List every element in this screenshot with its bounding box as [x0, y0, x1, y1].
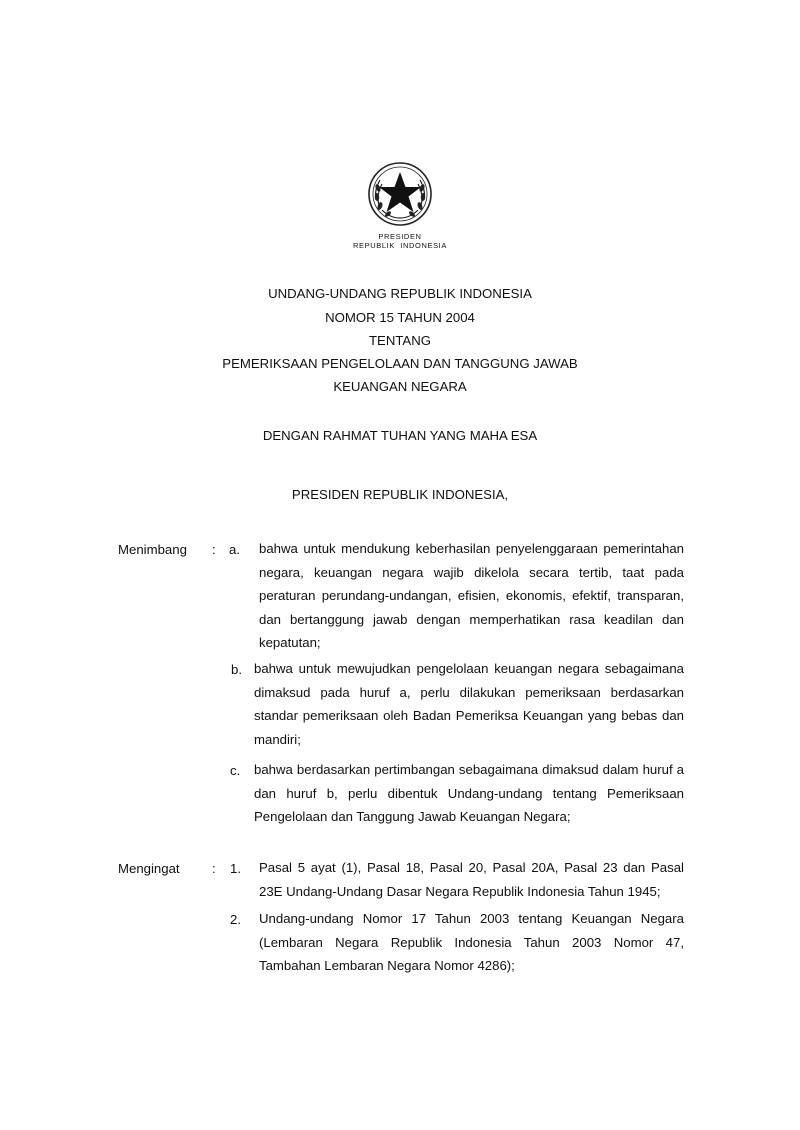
mengingat-marker-1: 1.: [230, 861, 241, 876]
mengingat-marker-2: 2.: [230, 912, 241, 927]
menimbang-item-c: bahwa berdasarkan pertimbangan sebagaimana dimaksud dalam huruf a dan huruf b, perlu dibentuk Undang-undang tentang Pemeriksaan Pengelolaan dan Tanggung Jawab Keuangan Negara;: [254, 762, 684, 824]
menimbang-label: Menimbang: [118, 542, 187, 557]
title-line-2: NOMOR 15 TAHUN 2004: [325, 310, 475, 325]
emblem-caption-line1: PRESIDEN: [378, 232, 422, 241]
menimbang-marker-c: c.: [230, 763, 241, 778]
title-line-3: TENTANG: [368, 333, 432, 348]
mengingat-item-1: Pasal 5 ayat (1), Pasal 18, Pasal 20, Pasal 20A, Pasal 23 dan Pasal 23E Undang-Undang Dasar Negara Republik Indonesia Tahun 1945;: [259, 860, 684, 899]
mengingat-label: Mengingat: [118, 861, 180, 876]
invocation: DENGAN RAHMAT TUHAN YANG MAHA ESA: [262, 428, 538, 443]
menimbang-item-a: bahwa untuk mendukung keberhasilan penyelenggaraan pemerintahan negara, keuangan negara wajib dikelola secara tertib, taat pada peraturan perundang-undangan, efisien, ekonomis, efektif, transparan, dan bertanggung jawab dengan memperhatikan rasa keadilan dan kepatutan;: [259, 541, 684, 650]
menimbang-marker-b: b.: [231, 662, 242, 677]
president-heading: PRESIDEN REPUBLIK INDONESIA,: [291, 487, 509, 502]
title-line-5: KEUANGAN NEGARA: [333, 379, 467, 394]
title-line-4: PEMERIKSAAN PENGELOLAAN DAN TANGGUNG JAWAB: [222, 356, 578, 371]
title-line-1: UNDANG-UNDANG REPUBLIK INDONESIA: [268, 286, 532, 301]
emblem-caption-line2: REPUBLIK INDONESIA: [353, 241, 447, 250]
emblem-caption: [300, 232, 500, 250]
menimbang-colon: :: [212, 542, 216, 557]
menimbang-marker-a: a.: [229, 542, 240, 557]
menimbang-item-b: bahwa untuk mewujudkan pengelolaan keuangan negara sebagaimana dimaksud pada huruf a, perlu dilakukan pemeriksaan berdasarkan standar pemeriksaan oleh Badan Pemeriksa Keuangan yang bebas dan mandiri;: [254, 661, 684, 747]
garuda-star-emblem-icon: [366, 160, 434, 228]
mengingat-item-2: Undang-undang Nomor 17 Tahun 2003 tentang Keuangan Negara (Lembaran Negara Republik Indonesia Tahun 2003 Nomor 47, Tambahan Lembaran Negara Nomor 4286);: [259, 911, 684, 973]
mengingat-colon: :: [212, 861, 216, 876]
